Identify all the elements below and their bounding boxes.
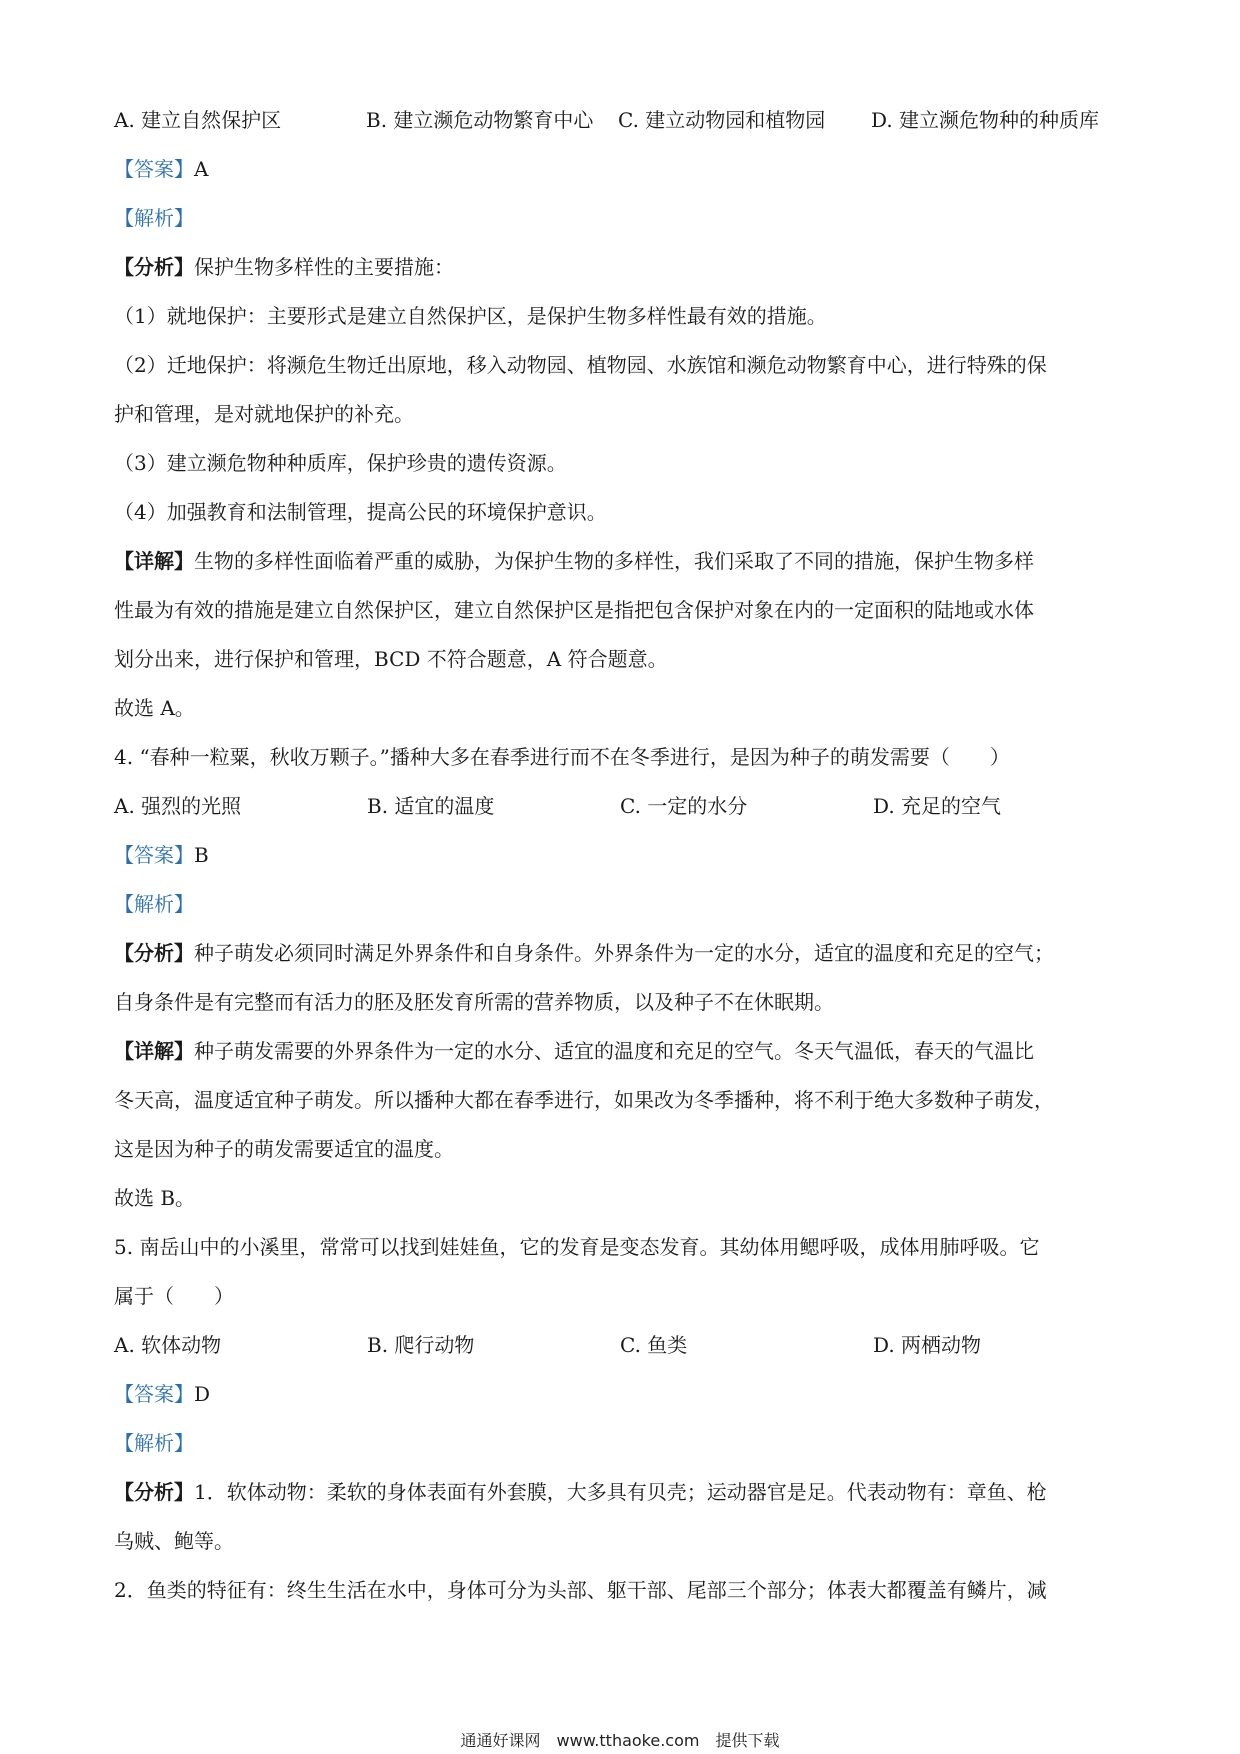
q3-point: （4）加强教育和法制管理，提高公民的环境保护意识。	[114, 500, 607, 524]
q4-detail-line: 这是因为种子的萌发需要适宜的温度。	[114, 1137, 454, 1161]
q3-analysis-heading	[114, 194, 1132, 243]
q3-detail-line: 性最为有效的措施是建立自然保护区，建立自然保护区是指把包含保护对象在内的一定面积的陆地或水体	[114, 598, 1034, 622]
detail-text: 种子萌发需要的外界条件为一定的水分、适宜的温度和充足的空气。冬天气温低，春天的气温比	[194, 1039, 1034, 1063]
q3-conclusion: 故选 A。	[114, 696, 195, 720]
fenxi-tag: 【分析】	[114, 1480, 194, 1504]
q4-question: 4. “春种一粒粟，秋收万颗子。”播种大多在春季进行而不在冬季进行，是因为种子的萌发需要（ ）	[114, 745, 1010, 769]
fenxi-text: 种子萌发必须同时满足外界条件和自身条件。外界条件为一定的水分，适宜的温度和充足的空气；	[194, 941, 1054, 965]
detail-tag: 【详解】	[114, 1039, 194, 1063]
q3-fenxi	[114, 243, 1132, 292]
analysis-tag: 【解析】	[114, 206, 194, 230]
q5-fenxi-line: 2．鱼类的特征有：终生生活在水中，身体可分为头部、躯干部、尾部三个部分；体表大都覆盖有鳞片，减	[114, 1578, 1047, 1602]
q4-conclusion: 故选 B。	[114, 1186, 196, 1210]
q3-answer	[114, 145, 1132, 194]
answer-tag: 【答案】	[114, 1382, 194, 1406]
q4-option-d: D. 充足的空气	[873, 794, 1002, 818]
q5-fenxi	[114, 1468, 1132, 1517]
answer-value: B	[194, 843, 209, 867]
q5-options	[114, 1321, 1132, 1370]
q3-detail	[114, 537, 1132, 586]
q5-option-a: A. 软体动物	[114, 1333, 222, 1357]
answer-value: A	[194, 157, 209, 181]
q4-fenxi	[114, 929, 1132, 978]
analysis-tag: 【解析】	[114, 1431, 194, 1455]
q5-fenxi-line: 乌贼、鲍等。	[114, 1529, 234, 1553]
q4-option-c: C. 一定的水分	[620, 794, 748, 818]
q3-detail-line: 划分出来，进行保护和管理，BCD 不符合题意，A 符合题意。	[114, 647, 668, 671]
analysis-tag: 【解析】	[114, 892, 194, 916]
answer-tag: 【答案】	[114, 843, 194, 867]
q4-detail-line: 冬天高，温度适宜种子萌发。所以播种大都在春季进行，如果改为冬季播种，将不利于绝大多数种子萌发，	[114, 1088, 1054, 1112]
detail-tag: 【详解】	[114, 549, 194, 573]
q3-point: 护和管理，是对就地保护的补充。	[114, 402, 414, 426]
answer-value: D	[194, 1382, 211, 1406]
q3-point: （1）就地保护：主要形式是建立自然保护区，是保护生物多样性最有效的措施。	[114, 304, 827, 328]
q3-option-b: B. 建立濒危动物繁育中心	[366, 108, 594, 132]
fenxi-text: 保护生物多样性的主要措施：	[194, 255, 454, 279]
q5-answer	[114, 1370, 1132, 1419]
q3-option-a: A. 建立自然保护区	[114, 108, 282, 132]
q5-option-b: B. 爬行动物	[367, 1333, 475, 1357]
page-footer: 通通好课网 www.tthaoke.com 提供下载	[460, 1731, 780, 1750]
q5-option-d: D. 两栖动物	[873, 1333, 982, 1357]
q5-option-c: C. 鱼类	[620, 1333, 688, 1357]
fenxi-tag: 【分析】	[114, 941, 194, 965]
q5-question: 5. 南岳山中的小溪里，常常可以找到娃娃鱼，它的发育是变态发育。其幼体用鳃呼吸，成体用肺呼吸。它	[114, 1235, 1040, 1259]
q4-option-a: A. 强烈的光照	[114, 794, 242, 818]
q3-option-c: C. 建立动物园和植物园	[618, 108, 826, 132]
q4-answer	[114, 831, 1132, 880]
q5-analysis-heading	[114, 1419, 1132, 1468]
q4-fenxi-line: 自身条件是有完整而有活力的胚及胚发育所需的营养物质，以及种子不在休眠期。	[114, 990, 834, 1014]
detail-text: 生物的多样性面临着严重的威胁，为保护生物的多样性，我们采取了不同的措施，保护生物多样	[194, 549, 1034, 573]
q4-option-b: B. 适宜的温度	[367, 794, 495, 818]
fenxi-tag: 【分析】	[114, 255, 194, 279]
answer-tag: 【答案】	[114, 157, 194, 181]
document-page	[114, 96, 1132, 1615]
q3-point: （3）建立濒危物种种质库，保护珍贵的遗传资源。	[114, 451, 567, 475]
q4-detail	[114, 1027, 1132, 1076]
q5-question-line: 属于（ ）	[114, 1284, 234, 1308]
q4-analysis-heading	[114, 880, 1132, 929]
q3-option-d: D. 建立濒危物种的种质库	[871, 108, 1100, 132]
q3-point: （2）迁地保护：将濒危生物迁出原地，移入动物园、植物园、水族馆和濒危动物繁育中心，进行特殊的保	[114, 353, 1047, 377]
fenxi-text: 1．软体动物：柔软的身体表面有外套膜，大多具有贝壳；运动器官是足。代表动物有：章鱼、枪	[194, 1480, 1047, 1504]
q4-options	[114, 782, 1132, 831]
q3-options	[114, 96, 1132, 145]
